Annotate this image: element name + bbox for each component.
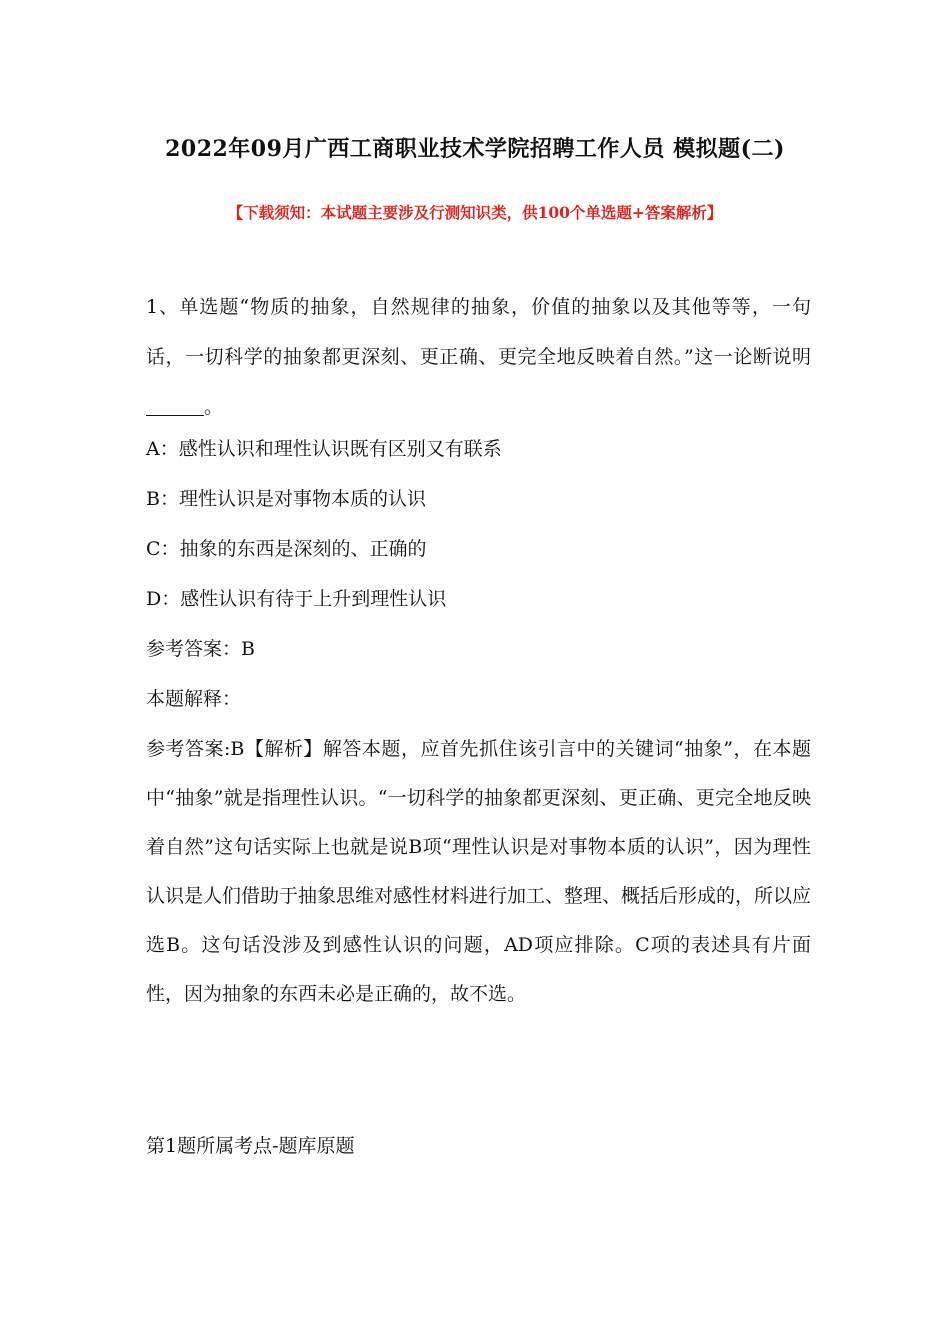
document-title: 2022年09月广西工商职业技术学院招聘工作人员 模拟题(二) [165,136,785,162]
question-stem-end: 。 [204,396,224,418]
explanation-label: 本题解释： [146,688,242,710]
option-b: B：理性认识是对事物本质的认识 [146,488,426,510]
option-a: A：感性认识和理性认识既有区别又有联系 [146,438,502,460]
download-notice: 【下载须知：本试题主要涉及行测知识类，供100个单选题+答案解析】 [227,203,723,222]
question-stem [146,282,811,432]
answer-blank [146,396,204,416]
knowledge-point: 第1题所属考点-题库原题 [146,1135,355,1157]
explanation-text: 参考答案:B【解析】解答本题，应首先抓住该引言中的关键词“抽象”，在本题中“抽象”就是指理性认识。“一切科学的抽象都更深刻、更正确、更完全地反映着自然”这句话实际上也就是说B项“理性认识是对事物本质的认识”，因为理性认识是人们借助于抽象思维对感性材料进行加工、整理、概括后形成的，所以应选B。这句话没涉及到感性认识的问题，AD项应排除。C项的表述具有片面性，因为抽象的东西未必是正确的，故不选。 [146,738,812,1005]
reference-answer: 参考答案：B [146,638,255,660]
question-stem-text: 1、单选题“物质的抽象，自然规律的抽象，价值的抽象以及其他等等，一句话，一切科学的抽象都更深刻、更正确、更完全地反映着自然。”这一论断说明 [146,296,811,368]
option-c: C：抽象的东西是深刻的、正确的 [146,538,427,560]
option-d: D：感性认识有待于上升到理性认识 [146,588,447,610]
